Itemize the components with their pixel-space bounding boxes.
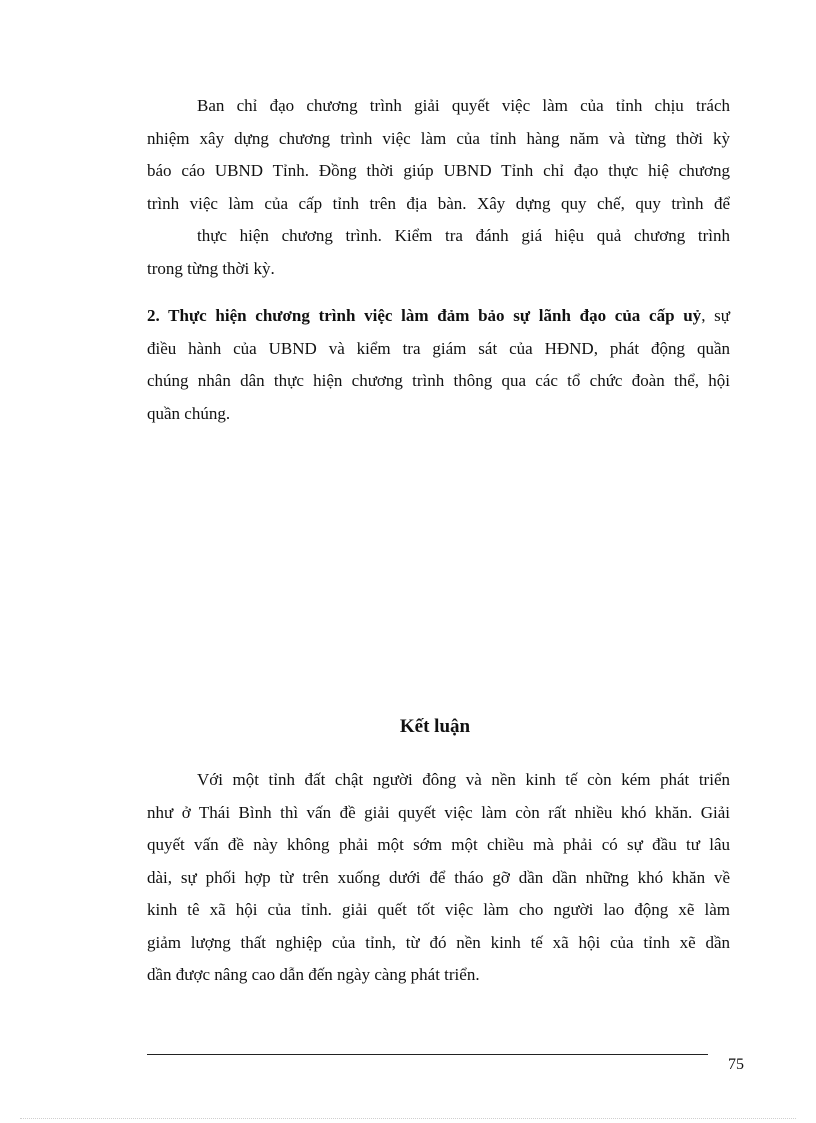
page-bottom-border bbox=[20, 1118, 796, 1119]
section-lead-rest: , sự bbox=[701, 306, 730, 325]
text-line: thực hiện chương trình. Kiểm tra đánh giá hiệu quả chương trình bbox=[197, 226, 730, 245]
text-line bbox=[147, 300, 730, 333]
text-line: Ban chỉ đạo chương trình giải quyết việc làm của tỉnh chịu trách bbox=[197, 96, 730, 115]
text-line: giảm lượng thất nghiệp của tỉnh, từ đó nền kinh tế xã hội của tỉnh xẽ dần bbox=[147, 932, 730, 952]
text-line: dần được nâng cao dẫn đến ngày càng phát triển. bbox=[147, 965, 480, 984]
text-line: quần chúng. bbox=[147, 403, 231, 423]
text-line: trong từng thời kỳ. bbox=[147, 258, 275, 278]
footer-divider bbox=[147, 1054, 708, 1055]
text-line: như ở Thái Bình thì vấn đề giải quyết việc làm còn rất nhiều khó khăn. Giải bbox=[147, 802, 730, 822]
text-line: quyết vấn đề này không phải một sớm một chiều mà phải có sự đầu tư lâu bbox=[147, 835, 730, 854]
text-line: nhiệm xây dựng chương trình việc làm của tỉnh hàng năm và từng thời kỳ bbox=[147, 128, 730, 148]
paragraph-implementation bbox=[147, 300, 730, 430]
section-lead-bold: 2. Thực hiện chương trình việc làm đảm bảo sự lãnh đạo của cấp uỷ bbox=[147, 306, 702, 325]
paragraph-conclusion bbox=[147, 764, 730, 992]
text-line: báo cáo UBND Tỉnh. Đồng thời giúp UBND Tỉnh chỉ đạo thực hiệ chương bbox=[147, 161, 730, 180]
text-line: điều hành của UBND và kiểm tra giám sát của HĐND, phát động quần bbox=[147, 338, 730, 358]
conclusion-heading: Kết luận bbox=[399, 716, 471, 737]
page-number: 75 bbox=[728, 1056, 744, 1073]
paragraph-steering-committee bbox=[147, 90, 730, 285]
text-line: Với một tỉnh đất chật người đông và nền kinh tế còn kém phát triển bbox=[197, 770, 730, 789]
text-line: dài, sự phối hợp từ trên xuống dưới để tháo gỡ dần dần những khó khăn về bbox=[147, 867, 730, 887]
text-line: chúng nhân dân thực hiện chương trình thông qua các tổ chức đoàn thể, hội bbox=[147, 371, 730, 390]
text-line: kinh tê xã hội của tỉnh. giải quết tốt việc làm cho người lao động xẽ làm bbox=[147, 900, 730, 919]
text-line: trình việc làm của cấp tỉnh trên địa bàn. Xây dựng quy chế, quy trình để bbox=[147, 193, 730, 213]
